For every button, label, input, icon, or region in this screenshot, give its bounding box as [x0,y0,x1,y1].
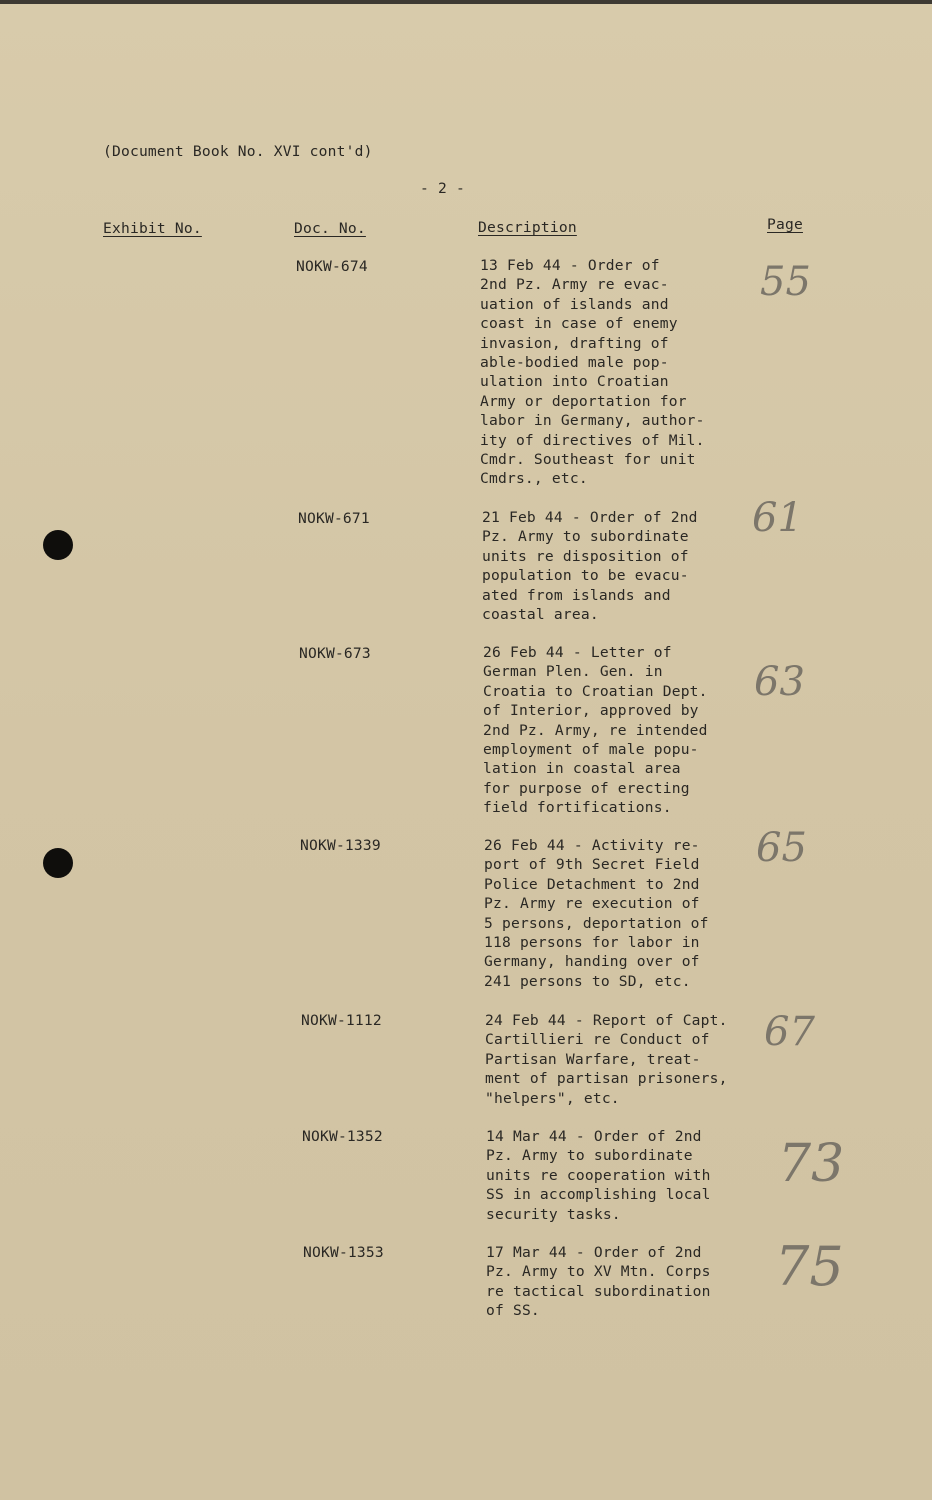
document-book-reference: (Document Book No. XVI cont'd) [103,143,373,160]
entry-page-handwritten: 55 [760,259,811,305]
entry-description: 26 Feb 44 - Activity re- port of 9th Secret Field Police Detachment to 2nd Pz. Army re execution of 5 persons, deportation of 118 persons for labor in Germany, handing over of 241 persons to SD, etc. [484,837,709,990]
column-header-description: Description [478,219,577,236]
entry-description: 26 Feb 44 - Letter of German Plen. Gen. in Croatia to Croatian Dept. of Interior, approved by 2nd Pz. Army, re intended employment of male popu- lation in coastal area for purpose of erecting field fortifications. [483,644,708,817]
column-header-exhibit: Exhibit No. [103,220,202,237]
page-top-edge [0,0,932,4]
entry-page-handwritten: 63 [754,659,805,705]
entry-page-handwritten: 75 [775,1235,844,1298]
entry-description: 13 Feb 44 - Order of 2nd Pz. Army re evac- uation of islands and coast in case of enemy invasion, drafting of able-bodied male pop- ulation into Croatian Army or deportation for labor in Germany, author- ity of directives of Mil. Cmdr. Southeast for unit Cmdrs., etc. [480,257,705,488]
entry-description: 24 Feb 44 - Report of Capt. Cartillieri re Conduct of Partisan Warfare, treat- ment of partisan prisoners, "helpers", etc. [485,1012,728,1107]
entry-doc-no: NOKW-673 [299,645,371,662]
entry-doc-no: NOKW-1339 [300,837,381,854]
punch-hole-lower [43,848,73,878]
column-header-page: Page [767,216,803,233]
entry-doc-no: NOKW-1353 [303,1244,384,1261]
column-header-doc-no: Doc. No. [294,220,366,237]
entry-description: 21 Feb 44 - Order of 2nd Pz. Army to subordinate units re disposition of population to be evacu- ated from islands and coastal area. [482,509,698,624]
entry-doc-no: NOKW-674 [296,258,368,275]
entry-doc-no: NOKW-1112 [301,1012,382,1029]
entry-description: 14 Mar 44 - Order of 2nd Pz. Army to subordinate units re cooperation with SS in accomplishing local security tasks. [486,1128,711,1223]
entry-doc-no: NOKW-1352 [302,1128,383,1145]
page-number: - 2 - [420,180,465,197]
entry-page-handwritten: 65 [756,825,807,871]
entry-description: 17 Mar 44 - Order of 2nd Pz. Army to XV Mtn. Corps re tactical subordination of SS. [486,1244,711,1320]
entry-page-handwritten: 61 [752,495,803,541]
punch-hole-upper [43,530,73,560]
entry-page-handwritten: 73 [778,1134,845,1194]
entry-doc-no: NOKW-671 [298,510,370,527]
entry-page-handwritten: 67 [764,1009,815,1055]
